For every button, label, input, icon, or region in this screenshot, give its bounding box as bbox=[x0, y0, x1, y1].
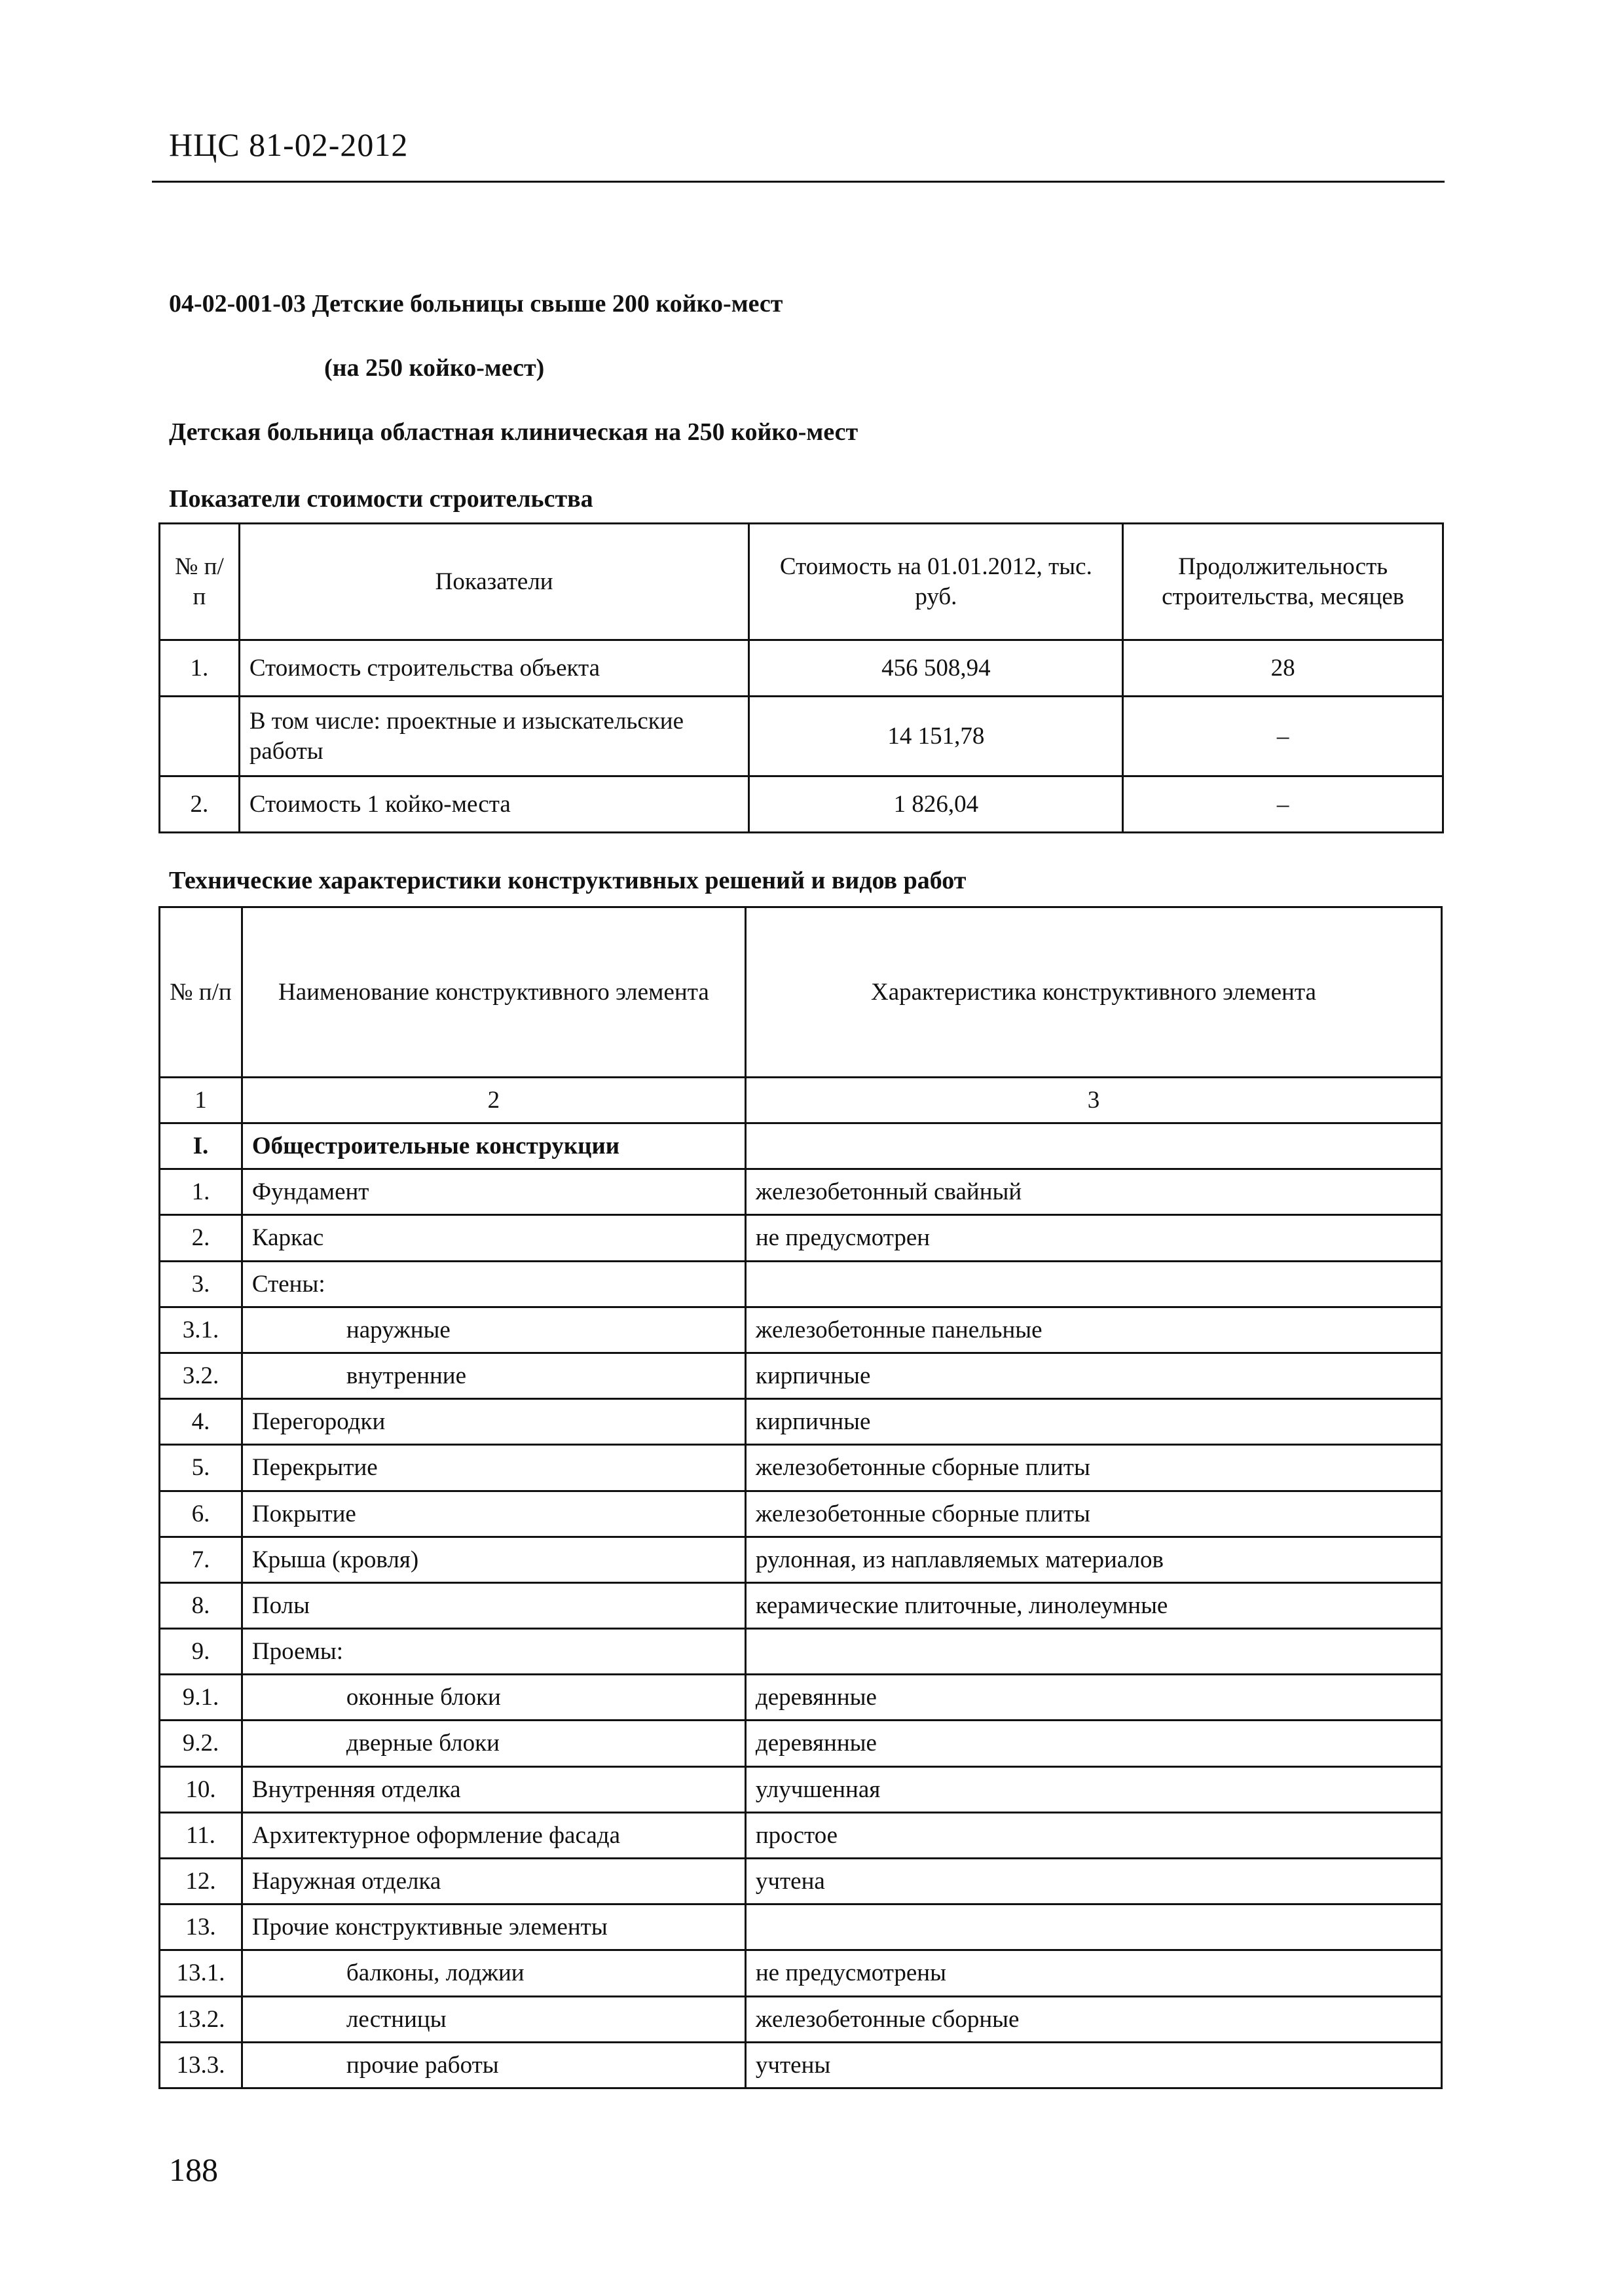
row-spec: железобетонные сборные bbox=[745, 1996, 1441, 2042]
row-spec: кирпичные bbox=[745, 1399, 1441, 1445]
object-title: Детская больница областная клиническая на 250 койко-мест bbox=[169, 418, 858, 446]
row-spec: не предусмотрен bbox=[745, 1215, 1441, 1261]
row-name: Общестроительные конструкции bbox=[242, 1123, 745, 1169]
row-name: Фундамент bbox=[242, 1169, 745, 1215]
row-num: 6. bbox=[160, 1491, 242, 1537]
row-name: лестницы bbox=[242, 1996, 745, 2042]
row-name: Каркас bbox=[242, 1215, 745, 1261]
row-spec: деревянные bbox=[745, 1721, 1441, 1766]
header-duration: Продолжительность строительства, месяцев bbox=[1123, 524, 1443, 640]
table-row bbox=[160, 640, 1443, 697]
row-spec: рулонная, из наплавляемых материалов bbox=[745, 1537, 1441, 1582]
row-spec: учтены bbox=[745, 2042, 1441, 2088]
table-row bbox=[160, 1812, 1442, 1858]
row-name: внутренние bbox=[242, 1353, 745, 1398]
row-num: 8. bbox=[160, 1582, 242, 1628]
row-indicator: В том числе: проектные и изыскательские работы bbox=[239, 697, 749, 776]
table-row bbox=[160, 1307, 1442, 1353]
row-spec: улучшенная bbox=[745, 1766, 1441, 1812]
row-cost: 1 826,04 bbox=[749, 776, 1123, 833]
table-row bbox=[160, 1904, 1442, 1950]
row-duration: 28 bbox=[1123, 640, 1443, 697]
row-name: Перекрытие bbox=[242, 1445, 745, 1491]
cost-table bbox=[158, 522, 1444, 833]
row-name: Архитектурное оформление фасада bbox=[242, 1812, 745, 1858]
row-name: Перегородки bbox=[242, 1399, 745, 1445]
table-row bbox=[160, 1675, 1442, 1721]
row-duration: – bbox=[1123, 776, 1443, 833]
table-row bbox=[160, 1445, 1442, 1491]
row-name: Прочие конструктивные элементы bbox=[242, 1904, 745, 1950]
row-name: Полы bbox=[242, 1582, 745, 1628]
row-spec: железобетонные сборные плиты bbox=[745, 1445, 1441, 1491]
column-number: 3 bbox=[745, 1078, 1441, 1123]
tech-table bbox=[158, 906, 1443, 2089]
tech-section-title: Технические характеристики конструктивных решений и видов работ bbox=[169, 867, 967, 894]
section-subtitle: (на 250 койко-мест) bbox=[324, 354, 545, 382]
row-num: 2. bbox=[160, 1215, 242, 1261]
row-spec bbox=[745, 1123, 1441, 1169]
table-row bbox=[160, 1629, 1442, 1675]
row-num: 9. bbox=[160, 1629, 242, 1675]
row-spec: железобетонный свайный bbox=[745, 1169, 1441, 1215]
row-cost: 14 151,78 bbox=[749, 697, 1123, 776]
row-num: 3.1. bbox=[160, 1307, 242, 1353]
table-row bbox=[160, 1169, 1442, 1215]
document-code: НЦС 81-02-2012 bbox=[169, 126, 409, 163]
page-number: 188 bbox=[169, 2151, 218, 2188]
row-num: 2. bbox=[160, 776, 240, 833]
row-duration: – bbox=[1123, 697, 1443, 776]
section-title: 04-02-001-03 Детские больницы свыше 200 койко-мест bbox=[169, 290, 783, 318]
row-num: I. bbox=[160, 1123, 242, 1169]
row-spec bbox=[745, 1904, 1441, 1950]
cost-section-title: Показатели стоимости строительства bbox=[169, 485, 593, 513]
row-name: Стены: bbox=[242, 1261, 745, 1307]
row-spec: не предусмотрены bbox=[745, 1950, 1441, 1996]
cost-table-header bbox=[160, 524, 1443, 640]
table-row bbox=[160, 1950, 1442, 1996]
tech-table-header bbox=[160, 907, 1442, 1078]
row-num: 12. bbox=[160, 1859, 242, 1904]
row-name: Внутренняя отделка bbox=[242, 1766, 745, 1812]
header-indicator: Показатели bbox=[239, 524, 749, 640]
row-num: 9.2. bbox=[160, 1721, 242, 1766]
row-num bbox=[160, 697, 240, 776]
header-name: Наименование конструктивного элемента bbox=[242, 907, 745, 1078]
row-num: 13. bbox=[160, 1904, 242, 1950]
row-num: 4. bbox=[160, 1399, 242, 1445]
row-num: 13.3. bbox=[160, 2042, 242, 2088]
column-number-row bbox=[160, 1078, 1442, 1123]
row-num: 11. bbox=[160, 1812, 242, 1858]
table-row bbox=[160, 1261, 1442, 1307]
table-row bbox=[160, 1582, 1442, 1628]
header-spec: Характеристика конструктивного элемента bbox=[745, 907, 1441, 1078]
row-name: оконные блоки bbox=[242, 1675, 745, 1721]
row-num: 1. bbox=[160, 640, 240, 697]
table-row bbox=[160, 1399, 1442, 1445]
row-num: 1. bbox=[160, 1169, 242, 1215]
row-name: дверные блоки bbox=[242, 1721, 745, 1766]
row-spec: железобетонные сборные плиты bbox=[745, 1491, 1441, 1537]
header-cost: Стоимость на 01.01.2012, тыс. руб. bbox=[749, 524, 1123, 640]
header-rule bbox=[152, 181, 1445, 183]
row-name: прочие работы bbox=[242, 2042, 745, 2088]
row-name: балконы, лоджии bbox=[242, 1950, 745, 1996]
header-num: № п/п bbox=[160, 907, 242, 1078]
row-spec: железобетонные панельные bbox=[745, 1307, 1441, 1353]
table-row bbox=[160, 1859, 1442, 1904]
table-row bbox=[160, 697, 1443, 776]
table-row bbox=[160, 1215, 1442, 1261]
table-row bbox=[160, 1353, 1442, 1398]
table-row bbox=[160, 1766, 1442, 1812]
row-num: 3.2. bbox=[160, 1353, 242, 1398]
table-row bbox=[160, 776, 1443, 833]
row-num: 10. bbox=[160, 1766, 242, 1812]
row-name: Проемы: bbox=[242, 1629, 745, 1675]
row-indicator: Стоимость 1 койко-места bbox=[239, 776, 749, 833]
row-num: 13.1. bbox=[160, 1950, 242, 1996]
table-row bbox=[160, 1537, 1442, 1582]
row-spec: керамические плиточные, линолеумные bbox=[745, 1582, 1441, 1628]
row-num: 9.1. bbox=[160, 1675, 242, 1721]
row-num: 7. bbox=[160, 1537, 242, 1582]
column-number: 1 bbox=[160, 1078, 242, 1123]
table-row bbox=[160, 2042, 1442, 2088]
row-num: 3. bbox=[160, 1261, 242, 1307]
row-name: наружные bbox=[242, 1307, 745, 1353]
row-spec bbox=[745, 1629, 1441, 1675]
table-row bbox=[160, 1123, 1442, 1169]
header-num: № п/п bbox=[160, 524, 240, 640]
row-name: Наружная отделка bbox=[242, 1859, 745, 1904]
column-number: 2 bbox=[242, 1078, 745, 1123]
row-cost: 456 508,94 bbox=[749, 640, 1123, 697]
row-spec bbox=[745, 1261, 1441, 1307]
table-row bbox=[160, 1721, 1442, 1766]
row-num: 13.2. bbox=[160, 1996, 242, 2042]
row-num: 5. bbox=[160, 1445, 242, 1491]
row-indicator: Стоимость строительства объекта bbox=[239, 640, 749, 697]
row-spec: простое bbox=[745, 1812, 1441, 1858]
row-spec: учтена bbox=[745, 1859, 1441, 1904]
table-row bbox=[160, 1996, 1442, 2042]
table-row bbox=[160, 1491, 1442, 1537]
row-name: Крыша (кровля) bbox=[242, 1537, 745, 1582]
row-spec: деревянные bbox=[745, 1675, 1441, 1721]
row-name: Покрытие bbox=[242, 1491, 745, 1537]
row-spec: кирпичные bbox=[745, 1353, 1441, 1398]
